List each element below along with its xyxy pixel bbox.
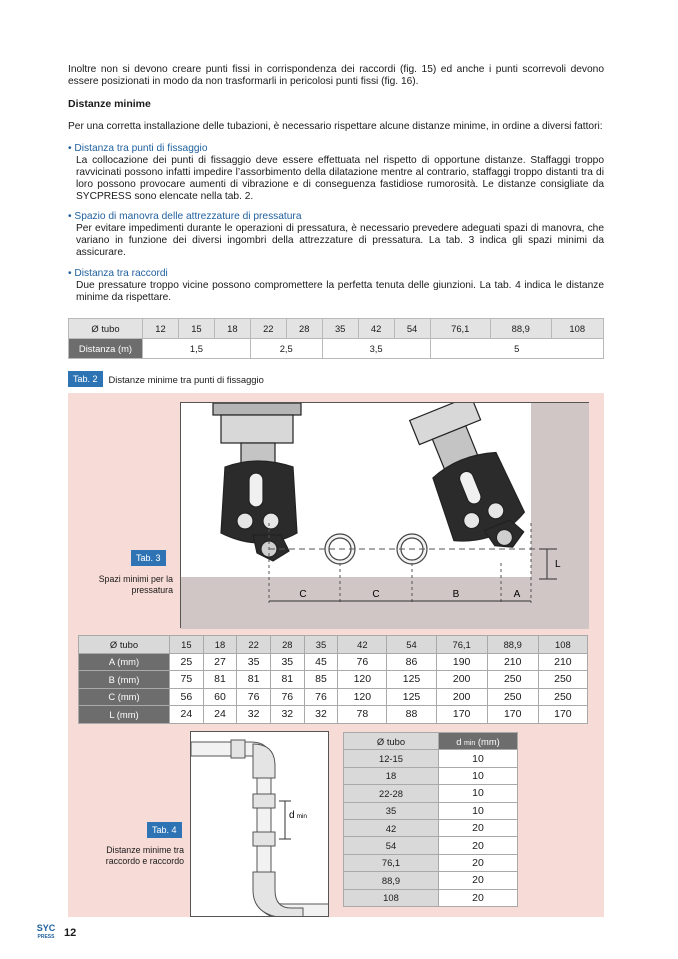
dmin-label-sub: min bbox=[296, 813, 308, 820]
tab4-figure bbox=[190, 731, 329, 917]
logo-subtext: PRESS bbox=[37, 934, 55, 939]
tab3-cell: 170 bbox=[487, 706, 538, 724]
tab3-cell: 125 bbox=[387, 671, 436, 689]
dim-label-c2: C bbox=[372, 589, 380, 600]
tab3-row-b bbox=[79, 671, 588, 689]
tab3-header-label: Ø tubo bbox=[79, 636, 170, 654]
tab3-cell: 27 bbox=[203, 653, 237, 671]
tab3-cell: 125 bbox=[387, 688, 436, 706]
tab3-cell: 250 bbox=[487, 688, 538, 706]
tab4-diameter: 108 bbox=[344, 889, 439, 906]
tab2-value: 3,5 bbox=[322, 339, 430, 359]
tab4-value: 10 bbox=[439, 767, 518, 784]
tab4-diameter: 12-15 bbox=[344, 750, 439, 767]
dim-label-a: A bbox=[513, 589, 521, 600]
tab3-cell: 170 bbox=[538, 706, 587, 724]
tab3-row-l bbox=[79, 706, 588, 724]
tab4-row bbox=[344, 767, 518, 784]
tab3-diameter: 28 bbox=[270, 636, 304, 654]
tab3-cell: 35 bbox=[270, 653, 304, 671]
tab3-diameter: 42 bbox=[338, 636, 387, 654]
tab2-caption-text: Distanze minime tra punti di fissaggio bbox=[108, 373, 264, 385]
tab4-value: 10 bbox=[439, 750, 518, 767]
tab4-tag: Tab. 4 bbox=[147, 822, 182, 838]
tab2-row-label: Distanza (m) bbox=[69, 339, 143, 359]
tab3-cell: 190 bbox=[436, 653, 487, 671]
bullet-title-text: Distanza tra punti di fissaggio bbox=[74, 143, 208, 154]
wall-floor bbox=[181, 577, 589, 629]
tab2-diameter: 12 bbox=[143, 319, 179, 339]
tab2-value-row bbox=[69, 339, 604, 359]
logo-text: SYC bbox=[36, 923, 56, 933]
tab2-diameter: 54 bbox=[394, 319, 430, 339]
tab2-value: 2,5 bbox=[250, 339, 322, 359]
tab2-header-row bbox=[69, 319, 604, 339]
section-title: Distanze minime bbox=[68, 98, 151, 110]
tab4-row bbox=[344, 802, 518, 819]
tab3-cell: 86 bbox=[387, 653, 436, 671]
tab4-diameter: 76,1 bbox=[344, 854, 439, 871]
pipe-assembly bbox=[191, 740, 329, 917]
tab2-diameter: 15 bbox=[178, 319, 214, 339]
tab3-row-label: A (mm) bbox=[79, 653, 170, 671]
tab3-row-label: B (mm) bbox=[79, 671, 170, 689]
page-number: 12 bbox=[64, 927, 77, 939]
tab3-table bbox=[78, 635, 588, 724]
tab3-cell: 56 bbox=[170, 688, 204, 706]
tab3-cell: 32 bbox=[237, 706, 271, 724]
tab4-header-row bbox=[344, 733, 518, 750]
tab3-cell: 76 bbox=[338, 653, 387, 671]
tab2-diameter: 88,9 bbox=[491, 319, 552, 339]
bullet-title: • Spazio di manovra delle attrezzature di pressatura bbox=[68, 211, 302, 222]
tab3-cell: 76 bbox=[237, 688, 271, 706]
tab3-cell: 32 bbox=[304, 706, 338, 724]
tab3-cell: 250 bbox=[538, 688, 587, 706]
tab2-table bbox=[68, 318, 604, 359]
tab2-value: 1,5 bbox=[143, 339, 251, 359]
tab3-diameter: 35 bbox=[304, 636, 338, 654]
tab4-col2-sub: min bbox=[464, 739, 476, 747]
tab3-cell: 200 bbox=[436, 688, 487, 706]
tab4-value: 20 bbox=[439, 889, 518, 906]
tab4-row bbox=[344, 819, 518, 836]
tab4-caption: Distanze minime tra raccordo e raccordo bbox=[105, 845, 184, 866]
tab3-cell: 81 bbox=[270, 671, 304, 689]
tab3-cell: 210 bbox=[538, 653, 587, 671]
tab3-row-label: C (mm) bbox=[79, 688, 170, 706]
tab2-diameter: 108 bbox=[551, 319, 604, 339]
tab3-cell: 210 bbox=[487, 653, 538, 671]
dim-label-l: L bbox=[555, 559, 561, 570]
bullet-title: • Distanza tra raccordi bbox=[68, 268, 168, 279]
tab3-cell: 120 bbox=[338, 688, 387, 706]
tab3-diameter: 22 bbox=[237, 636, 271, 654]
tab4-value: 10 bbox=[439, 802, 518, 819]
tab3-diameter: 54 bbox=[387, 636, 436, 654]
tab2-diameter: 42 bbox=[358, 319, 394, 339]
bullet-body: Due pressature troppo vicine possono compromettere la perfetta tenuta delle giunzioni. La tab. 4 indica le distanze minime da rispettare. bbox=[76, 280, 604, 303]
tab3-cell: 76 bbox=[270, 688, 304, 706]
tab2-value: 5 bbox=[430, 339, 604, 359]
tab4-row bbox=[344, 889, 518, 906]
lead-paragraph: Per una corretta installazione delle tubazioni, è necessario rispettare alcune distanze minime, in ordine a diversi fattori: bbox=[68, 121, 603, 132]
tab3-cell: 35 bbox=[237, 653, 271, 671]
tab4-value: 20 bbox=[439, 837, 518, 854]
tab2-header-label: Ø tubo bbox=[69, 319, 143, 339]
bullet-body: Per evitare impedimenti durante le operazioni di pressatura, è necessario prevedere adeguati spazi di manovra, che variano in funzione dei diversi ingombri della attrezzature di pressatura. La tab. 3 indica gli spazi minimi da assicurare. bbox=[76, 223, 604, 258]
tab4-col2-header bbox=[439, 733, 518, 750]
tab3-figure bbox=[180, 402, 589, 628]
tab3-diameter: 76,1 bbox=[436, 636, 487, 654]
tab4-diameter: 54 bbox=[344, 837, 439, 854]
tab2-tag: Tab. 2 bbox=[68, 371, 103, 387]
tab3-cell: 88 bbox=[387, 706, 436, 724]
bullet-press-space bbox=[68, 211, 604, 259]
tab4-diameter: 88,9 bbox=[344, 872, 439, 889]
tab4-diameter: 35 bbox=[344, 802, 439, 819]
tab3-row-c bbox=[79, 688, 588, 706]
tab4-row bbox=[344, 750, 518, 767]
tab3-cell: 200 bbox=[436, 671, 487, 689]
tab4-value: 20 bbox=[439, 854, 518, 871]
tab2-diameter: 18 bbox=[214, 319, 250, 339]
press-tools-illustration bbox=[181, 403, 590, 629]
tab3-cell: 32 bbox=[270, 706, 304, 724]
tab3-cell: 250 bbox=[538, 671, 587, 689]
tab3-caption: Spazi minimi per la pressatura bbox=[98, 574, 173, 595]
tab4-table bbox=[343, 732, 518, 907]
tab4-diameter: 22-28 bbox=[344, 785, 439, 802]
wall-side bbox=[531, 403, 589, 629]
sycpress-logo bbox=[32, 921, 60, 939]
tab4-row bbox=[344, 872, 518, 889]
tab3-cell: 45 bbox=[304, 653, 338, 671]
tab2-diameter: 35 bbox=[322, 319, 358, 339]
tab3-cell: 81 bbox=[203, 671, 237, 689]
bullet-title-text: Distanza tra raccordi bbox=[74, 268, 168, 279]
tab4-diameter: 42 bbox=[344, 819, 439, 836]
tab3-header-row bbox=[79, 636, 588, 654]
tab4-row bbox=[344, 854, 518, 871]
tab4-row bbox=[344, 837, 518, 854]
tab4-value: 20 bbox=[439, 819, 518, 836]
tab3-row-label: L (mm) bbox=[79, 706, 170, 724]
tab3-cell: 170 bbox=[436, 706, 487, 724]
bullet-title-text: Spazio di manovra delle attrezzature di pressatura bbox=[74, 211, 302, 222]
tab3-tag: Tab. 3 bbox=[131, 550, 166, 566]
dmin-label bbox=[289, 810, 307, 821]
tab2-caption bbox=[68, 371, 264, 387]
tab3-cell: 81 bbox=[237, 671, 271, 689]
tab2-diameter: 76,1 bbox=[430, 319, 491, 339]
footer bbox=[32, 921, 76, 939]
tab4-col2-main: d bbox=[456, 735, 462, 747]
tab2-diameter: 22 bbox=[250, 319, 286, 339]
dmin-label-main: d bbox=[289, 810, 295, 821]
tab3-row-a bbox=[79, 653, 588, 671]
tab4-row bbox=[344, 785, 518, 802]
tab3-cell: 78 bbox=[338, 706, 387, 724]
tab3-cell: 85 bbox=[304, 671, 338, 689]
tab4-col1-header: Ø tubo bbox=[344, 733, 439, 750]
tab3-cell: 60 bbox=[203, 688, 237, 706]
tab3-diameter: 108 bbox=[538, 636, 587, 654]
tab4-diameter: 18 bbox=[344, 767, 439, 784]
left-press-tool bbox=[213, 403, 301, 561]
tab4-value: 20 bbox=[439, 872, 518, 889]
dim-label-b: B bbox=[452, 589, 460, 600]
tab3-diameter: 15 bbox=[170, 636, 204, 654]
bullet-body: La collocazione dei punti di fissaggio deve essere effettuata nel rispetto di opportune distanze. Staffaggi troppo ravvicinati possono infatti impedire l’assorbimento della dilatazione mentre al contrario, staffaggi troppo distanti tra di loro possono provocare aumenti di vibrazione e di conseguenza fastidiose rumorosità. Le distanze consigliate da SYCPRESS sono elencate nella tab. 2. bbox=[76, 155, 604, 202]
tab3-cell: 76 bbox=[304, 688, 338, 706]
fittings-illustration bbox=[191, 732, 329, 917]
tab4-col2-unit: (mm) bbox=[477, 735, 500, 747]
bullet-fitting-distance bbox=[68, 268, 604, 304]
dim-label-c1: C bbox=[299, 589, 307, 600]
tab3-diameter: 18 bbox=[203, 636, 237, 654]
tab2-diameter: 28 bbox=[286, 319, 322, 339]
bullet-title: • Distanza tra punti di fissaggio bbox=[68, 143, 208, 154]
intro-paragraph: Inoltre non si devono creare punti fissi in corrispondenza dei raccordi (fig. 15) ed anche i punti scorrevoli devono essere posizionati in modo da non trasformarli in pericolosi punti fissi (fig. 16). bbox=[68, 64, 604, 87]
tab3-cell: 24 bbox=[170, 706, 204, 724]
tab3-diameter: 88,9 bbox=[487, 636, 538, 654]
tab3-cell: 75 bbox=[170, 671, 204, 689]
tab4-value: 10 bbox=[439, 785, 518, 802]
tab3-cell: 24 bbox=[203, 706, 237, 724]
bullet-fixing-distance bbox=[68, 143, 604, 203]
tab3-cell: 250 bbox=[487, 671, 538, 689]
tab3-cell: 25 bbox=[170, 653, 204, 671]
tab3-cell: 120 bbox=[338, 671, 387, 689]
